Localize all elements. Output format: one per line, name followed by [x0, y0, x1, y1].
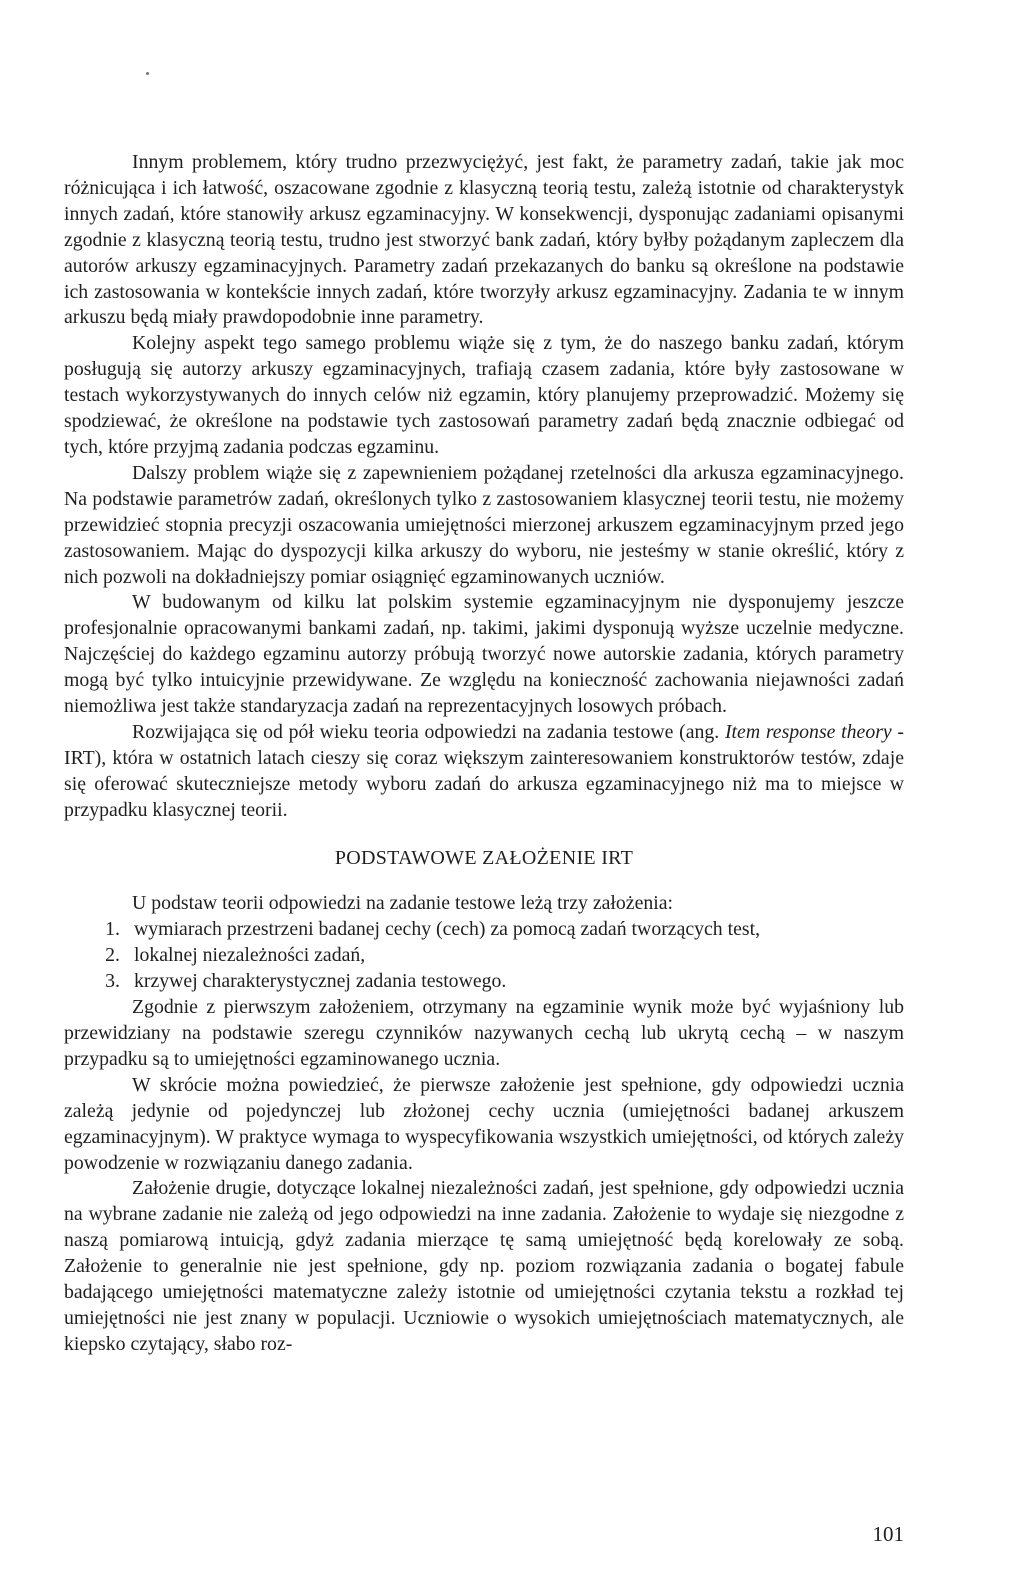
paragraph: W budowanym od kilku lat polskim systemie egzaminacyjnym nie dysponujemy jeszcze profesjonalnie opracowanymi bankami zadań, np. takimi, jakimi dysponują wyższe uczelnie medyczne. Najczęściej do każdego egzaminu autorzy próbują tworzyć nowe autorskie zadania, których parametry mogą być tylko intuicyjnie przewidywane. Ze względu na konieczność zachowania niejawności zadań niemożliwa jest także standaryzacja zadań na reprezentacyjnych losowych próbach.	[64, 591, 904, 718]
list-text: wymiarach przestrzeni badanej cechy (cech) za pomocą zadań tworzących test,	[134, 918, 761, 941]
irt-text-before: Rozwijająca się od pół wieku teoria odpowiedzi na zadania testowe (ang.	[132, 720, 725, 743]
list-item	[64, 969, 904, 995]
list-number: 3.	[105, 970, 120, 993]
paragraph: Założenie drugie, dotyczące lokalnej niezależności zadań, jest spełnione, gdy odpowiedzi ucznia na wybrane zadanie nie zależą od jego odpowiedzi na inne zadania. Założenie to wydaje się niezgodne z naszą pomiarową intuicją, gdyż zadania mierzące tę samą umiejętność będą korelowały ze sobą. Założenie to generalnie nie jest spełnione, gdy np. poziom rozwiązania zadania o bogatej fabule badającego umiejętności matematyczne zależy istotnie od umiejętności czytania tekstu a rozkład tej umiejętności nie jest znany w populacji. Uczniowie o wysokich umiejętnościach matematycznych, ale kiepsko czytający, słabo roz-	[64, 1177, 904, 1355]
paragraph: Innym problemem, który trudno przezwyciężyć, jest fakt, że parametry zadań, takie jak moc różnicująca i ich łatwość, oszacowane zgodnie z klasyczną teorią testu, zależą istotnie od charakterystyk innych zadań, które stanowiły arkusz egzaminacyjny. W konsekwencji, dysponując zadaniami opisanymi zgodnie z klasyczną teorią testu, trudno jest stworzyć bank zadań, który byłby pożądanym zapleczem dla autorów arkuszy egzaminacyjnych. Parametry zadań przekazanych do banku są określone na podstawie ich zastosowania w kontekście innych zadań, które tworzyły arkusz egzaminacyjny. Zadania te w innym arkuszu będą miały prawdopodobnie inne parametry.	[64, 151, 904, 329]
irt-paragraph	[64, 720, 904, 824]
list-number: 1.	[105, 918, 120, 941]
paragraph: W skrócie można powiedzieć, że pierwsze założenie jest spełnione, gdy odpowiedzi ucznia zależą jedynie od pojedynczej lub złożonej cechy ucznia (umiejętności badanej arkuszem egzaminacyjnym). W praktyce wymaga to wyspecyfikowania wszystkich umiejętności, od których zależy powodzenie w rozwiązaniu danego zadania.	[64, 1073, 904, 1174]
paragraph: Dalszy problem wiąże się z zapewnieniem pożądanej rzetelności dla arkusza egzaminacyjnego. Na podstawie parametrów zadań, określonych tylko z zastosowaniem klasycznej teorii testu, nie możemy przewidzieć stopnia precyzji oszacowania umiejętności mierzonej arkuszem egzaminacyjnym przed jego zastosowaniem. Mając do dyspozycji kilka arkuszy do wyboru, nie jesteśmy w stanie określić, który z nich pozwoli na dokładniejszy pomiar osiągnięć egzaminowanych uczniów.	[64, 461, 904, 588]
assumptions-list	[64, 917, 904, 995]
page-body	[64, 150, 904, 1358]
list-number: 2.	[105, 944, 120, 967]
paragraph: Kolejny aspekt tego samego problemu wiąże się z tym, że do naszego banku zadań, którym posługują się autorzy arkuszy egzaminacyjnych, trafiają czasem zadania, które były zastosowane w testach wykorzystywanych do innych celów niż egzamin, który planujemy przeprowadzić. Możemy się spodziewać, że określone na podstawie tych zastosowań parametry zadań będą znacznie odbiegać od tych, które przyjmą zadania podczas egzaminu.	[64, 332, 904, 458]
list-item	[64, 943, 904, 969]
section-heading: PODSTAWOWE ZAŁOŻENIE IRT	[334, 846, 634, 869]
list-text: krzywej charakterystycznej zadania testowego.	[134, 970, 507, 993]
list-item	[64, 917, 904, 943]
assumptions-intro: U podstaw teorii odpowiedzi na zadanie testowe leżą trzy założenia:	[132, 892, 674, 915]
list-text: lokalnej niezależności zadań,	[134, 944, 366, 967]
irt-term-italic: Item response theory	[724, 720, 892, 743]
page-number: 101	[872, 1522, 904, 1546]
scan-speck	[146, 72, 149, 75]
paragraph: Zgodnie z pierwszym założeniem, otrzymany na egzaminie wynik może być wyjaśniony lub przewidziany na podstawie szeregu czynników nazywanych cechą lub ukrytą cechą – w naszym przypadku są to umiejętności egzaminowanego ucznia.	[64, 996, 904, 1070]
irt-text-after: - IRT), która w ostatnich latach cieszy się coraz większym zainteresowaniem konstruktorów testów, zdaje się oferować skuteczniejsze metody wyboru zadań do arkusza egzaminacyjnego niż ma to miejsce w przypadku klasycznej teorii.	[64, 720, 904, 821]
